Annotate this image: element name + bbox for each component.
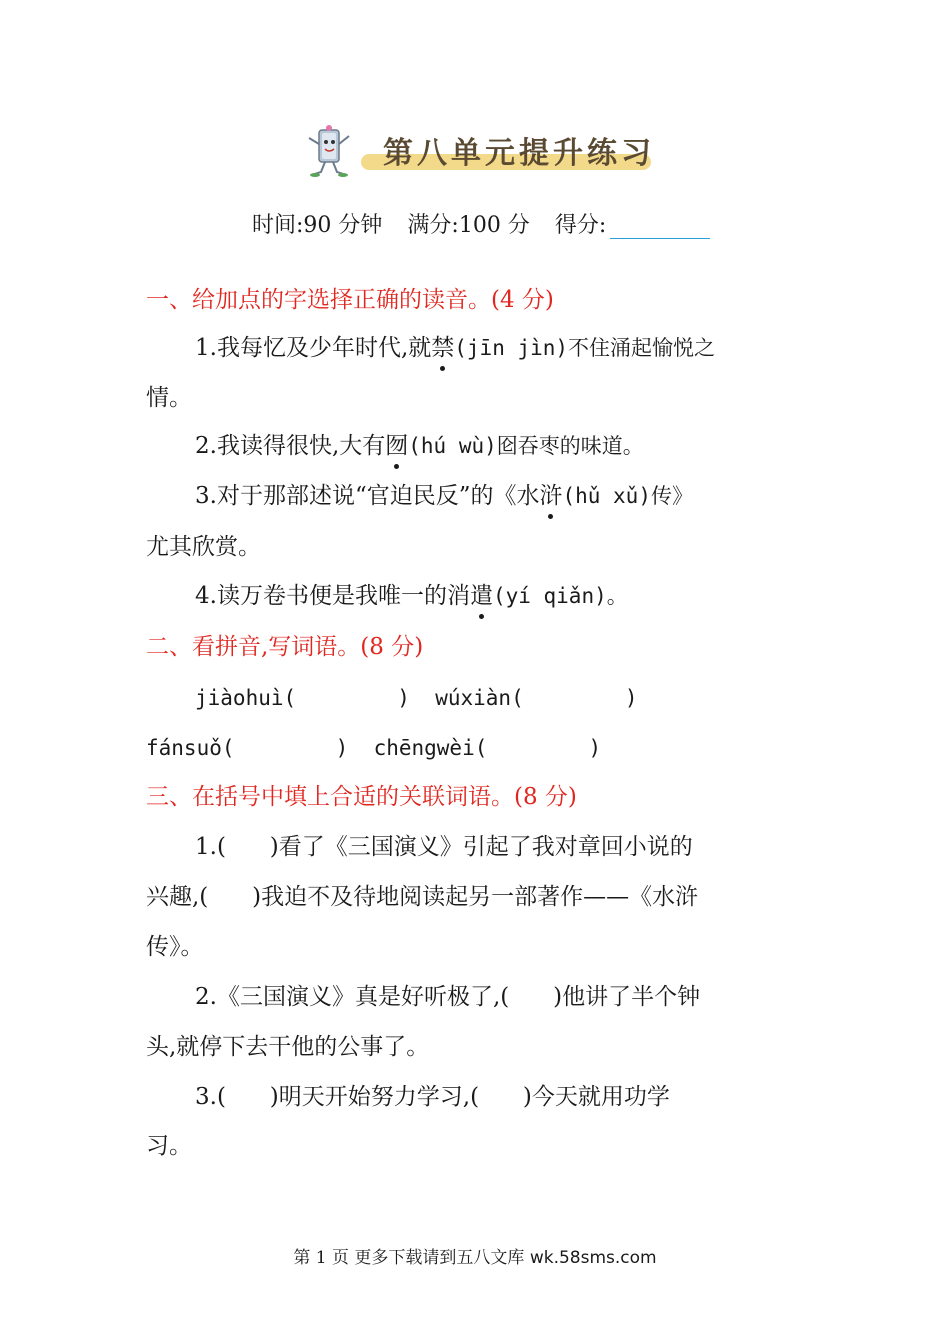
- s3-q2-line-1: 2.《三国演义》真是好听极了,( )他讲了半个钟: [195, 984, 701, 1010]
- s1-question-2: [195, 431, 644, 461]
- s2-row-1: jiàohuì( ) wúxiàn( ): [195, 686, 638, 710]
- s1-question-4: [195, 581, 628, 611]
- s1-q4-dotted-char: 遣: [469, 583, 493, 609]
- footer-text: 第 1 页 更多下载请到五八文库: [293, 1248, 525, 1268]
- s1-q1-post: (jīn jìn)不住涌起愉悦之: [454, 336, 716, 360]
- full-score: 满分:100 分: [407, 213, 530, 238]
- s3-q1-line-1: 1.( )看了《三国演义》引起了我对章回小说的: [195, 834, 693, 860]
- title-banner: [305, 118, 655, 182]
- s1-q4-pre: 4.读万卷书便是我唯一的消: [195, 583, 470, 609]
- footer-site-link[interactable]: wk.58sms.com: [529, 1248, 657, 1268]
- s1-question-3: [195, 481, 693, 511]
- s3-q3-line-1: 3.( )明天开始努力学习,( )今天就用功学: [195, 1084, 670, 1110]
- s1-q1-dotted-char: 禁: [431, 335, 455, 361]
- s1-q2-dotted-char: 囫: [385, 433, 409, 459]
- page-title: 第八单元提升练习: [383, 136, 655, 171]
- exam-meta: [252, 208, 728, 239]
- s3-q1-line-3: 传》。: [146, 934, 204, 960]
- s1-q2-post: (hú wù)囵吞枣的味道。: [408, 434, 644, 458]
- time-limit: 时间:90 分钟: [252, 213, 383, 238]
- s1-q4-post: (yí qiǎn)。: [492, 584, 628, 608]
- s1-question-1-cont: 情。: [146, 385, 192, 411]
- title-plate: [361, 128, 653, 174]
- s1-q2-pre: 2.我读得很快,大有: [195, 433, 386, 459]
- section-1-heading: 一、给加点的字选择正确的读音。(4 分): [146, 287, 554, 313]
- s1-q3-post: (hǔ xǔ)传》: [562, 484, 693, 508]
- s1-question-3-cont: 尤其欣赏。: [146, 534, 261, 560]
- section-3-heading: 三、在括号中填上合适的关联词语。(8 分): [146, 784, 577, 810]
- book-mascot-icon: [305, 122, 353, 178]
- s3-q2-line-2: 头,就停下去干他的公事了。: [146, 1034, 430, 1060]
- section-2-heading: 二、看拼音,写词语。(8 分): [146, 634, 424, 660]
- page-footer: [0, 1243, 950, 1268]
- s1-q3-pre: 3.对于那部述说“官迫民反”的《水: [195, 483, 540, 509]
- s3-q3-line-2: 习。: [146, 1133, 192, 1159]
- s1-q3-dotted-char: 浒: [539, 483, 563, 509]
- score-blank[interactable]: [610, 214, 710, 239]
- s2-row-2: fánsuǒ( ) chēngwèi( ): [146, 736, 602, 760]
- s1-q1-pre: 1.我每忆及少年时代,就: [195, 335, 432, 361]
- score-label: 得分:: [554, 213, 607, 238]
- s3-q1-line-2: 兴趣,( )我迫不及待地阅读起另一部著作——《水浒: [146, 884, 699, 910]
- s1-question-1: [195, 333, 715, 363]
